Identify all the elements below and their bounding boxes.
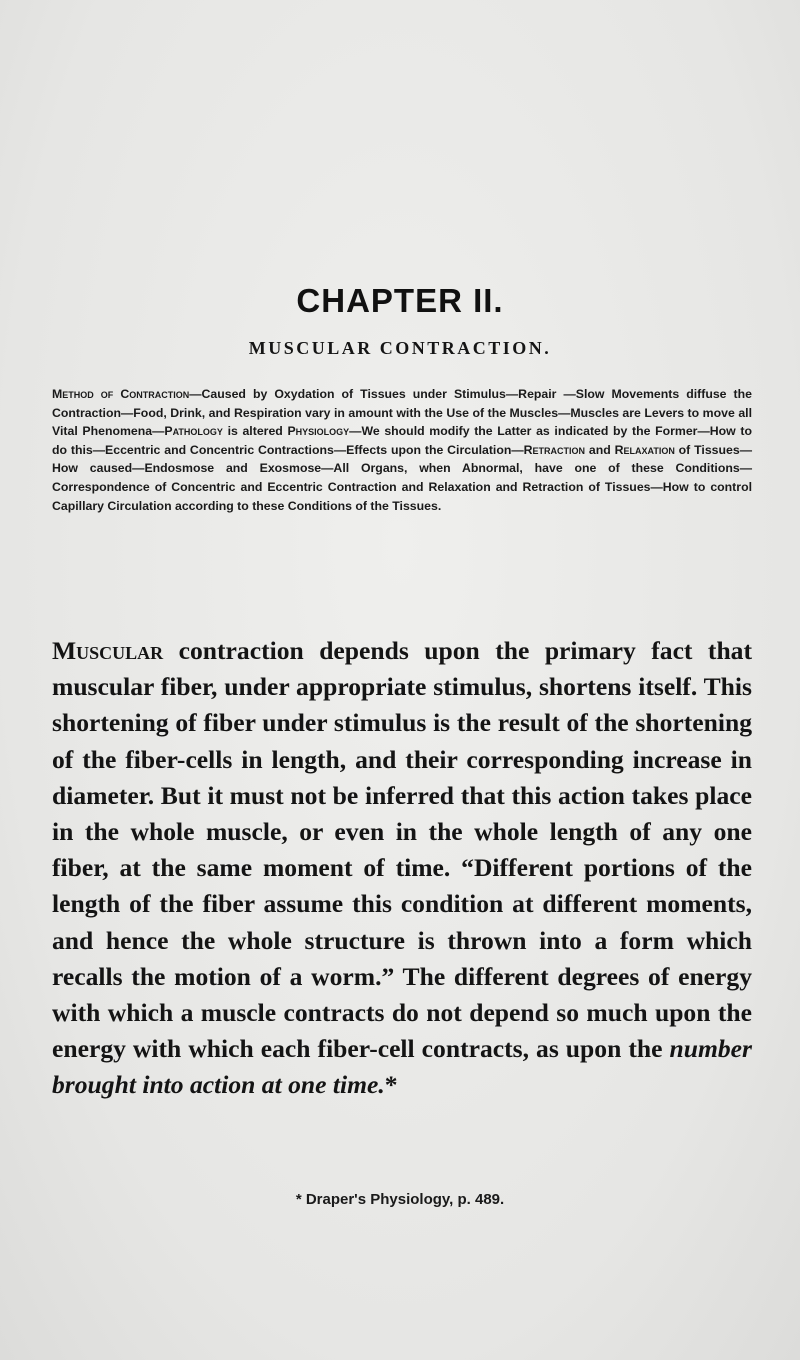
chapter-title: CHAPTER II. (296, 282, 504, 319)
synopsis-label-physiology: Physiology (287, 424, 350, 439)
synopsis-label-relaxation: Relaxation (614, 442, 675, 457)
synopsis-text-5: of Tissues—How caused—Endosmose and Exosmose—All Organs, when Abnormal, have one of these Conditions—Correspondence of Concentric and Eccentric Contraction and Relaxation and Retraction of Tissues—How to control Capillary Circulation according to these Conditions of the Tissues. (52, 442, 752, 513)
synopsis-text-1: —Caused by Oxydation of Tissues under Stimulus—Repair —Slow Movements diffuse the Contraction—Food, Drink, and Respiration vary in amount with the Use of the Muscles—Muscles are Levers to move all Vital Phenomena— (52, 387, 753, 439)
synopsis-text-3: —We should modify the Latter as indicated by the Former—How to do this—Eccentric and Concentric Contractions—Effects upon the Circulation— (52, 424, 752, 457)
footnote: * Draper's Physiology, p. 489. (295, 1191, 505, 1208)
synopsis-text-2: is altered (222, 424, 288, 439)
paragraph-lead-word: Muscular (52, 636, 164, 665)
footnote-reference-mark: * (384, 1070, 398, 1100)
chapter-synopsis (52, 385, 752, 515)
synopsis-label-retraction: Retraction (523, 442, 586, 457)
synopsis-label-method: Method of Contraction (52, 387, 190, 401)
body-paragraph (52, 633, 752, 1104)
chapter-subtitle: MUSCULAR CONTRACTION. (248, 338, 552, 358)
synopsis-label-pathology: Pathology (164, 424, 223, 439)
paragraph-italic-text: number brought into action at one time. (52, 1034, 752, 1100)
paragraph-text: contraction depends upon the primary fact that muscular fiber, under appropriate stimulus, shortens itself. This shortening of fiber under stimulus is the result of the shortening of the fiber-cells in length, and their corresponding increase in diameter. But it must not be inferred that this action takes place in the whole muscle, or even in the whole length of any one fiber, at the same moment of time. “Different portions of the length of the fiber assume this condition at different moments, and hence the whole structure is thrown into a form which recalls the motion of a worm.” The different degrees of energy with which a muscle contracts do not depend so much upon the energy with which each fiber-cell contracts, as upon the (52, 636, 752, 1064)
synopsis-text-4: and (585, 442, 615, 457)
